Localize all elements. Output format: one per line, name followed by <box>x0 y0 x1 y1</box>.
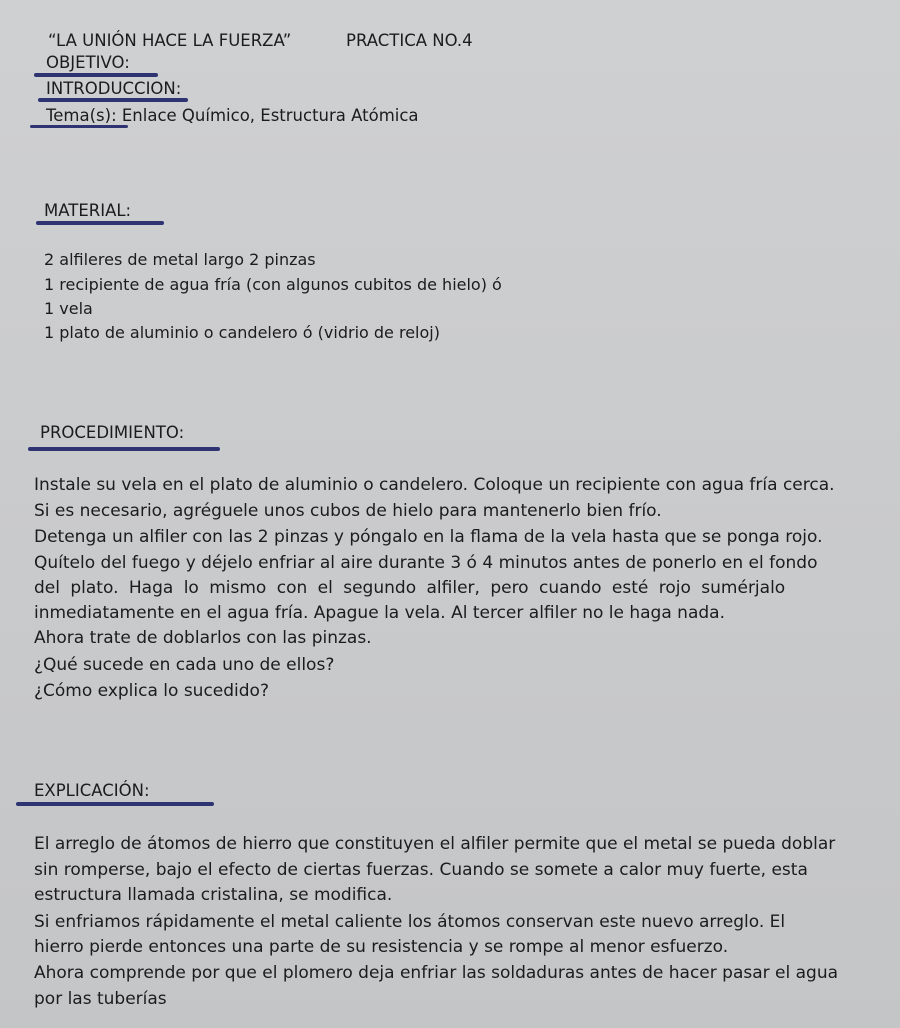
procedure-line: ¿Cómo explica lo sucedido? <box>34 681 269 701</box>
section-objetivo: OBJETIVO: <box>46 53 130 72</box>
explanation-line: sin romperse, bajo el efecto de ciertas fuerzas. Cuando se somete a calor muy fuerte, esta <box>34 860 808 880</box>
section-explicacion: EXPLICACIÓN: <box>34 781 150 800</box>
tema-underline <box>30 125 128 128</box>
material-underline <box>36 221 164 225</box>
procedimiento-underline <box>28 447 220 451</box>
motto-title: “LA UNIÓN HACE LA FUERZA” <box>48 31 292 50</box>
procedure-line: Si es necesario, agréguele unos cubos de hielo para mantenerlo bien frío. <box>34 501 662 521</box>
explanation-line: por las tuberías <box>34 989 167 1009</box>
material-item: 1 vela <box>44 299 93 318</box>
explanation-line: El arreglo de átomos de hierro que constituyen el alfiler permite que el metal se pueda doblar <box>34 834 836 854</box>
introduccion-underline <box>38 98 188 102</box>
material-item: 2 alfileres de metal largo 2 pinzas <box>44 250 316 269</box>
procedure-line: ¿Qué sucede en cada uno de ellos? <box>34 655 335 675</box>
explicacion-underline <box>16 802 214 806</box>
explanation-line: Si enfriamos rápidamente el metal caliente los átomos conservan este nuevo arreglo. El <box>34 912 786 932</box>
practice-number: PRACTICA NO.4 <box>346 31 473 50</box>
procedure-line: del plato. Haga lo mismo con el segundo alfiler, pero cuando esté rojo sumérjalo <box>34 578 786 598</box>
section-material: MATERIAL: <box>44 201 132 220</box>
procedure-line: Quítelo del fuego y déjelo enfriar al aire durante 3 ó 4 minutos antes de ponerlo en el fondo <box>34 553 818 573</box>
procedure-line: Ahora trate de doblarlos con las pinzas. <box>34 628 372 648</box>
procedure-line: inmediatamente en el agua fría. Apague la vela. Al tercer alfiler no le haga nada. <box>34 603 725 623</box>
tema-line: Tema(s): Enlace Químico, Estructura Atómica <box>46 106 419 125</box>
procedure-line: Instale su vela en el plato de aluminio o candelero. Coloque un recipiente con agua fría cerca. <box>34 475 835 495</box>
section-procedimiento: PROCEDIMIENTO: <box>40 423 185 442</box>
explanation-line: Ahora comprende por que el plomero deja enfriar las soldaduras antes de hacer pasar el agua <box>34 963 839 983</box>
material-item: 1 recipiente de agua fría (con algunos cubitos de hielo) ó <box>44 275 502 294</box>
section-introduccion: INTRODUCCION: <box>46 79 182 98</box>
material-item: 1 plato de aluminio o candelero ó (vidrio de reloj) <box>44 323 440 342</box>
objetivo-underline <box>34 73 158 77</box>
procedure-line: Detenga un alfiler con las 2 pinzas y póngalo en la flama de la vela hasta que se ponga rojo. <box>34 527 823 547</box>
explanation-line: hierro pierde entonces una parte de su resistencia y se rompe al menor esfuerzo. <box>34 937 729 957</box>
explanation-line: estructura llamada cristalina, se modifica. <box>34 885 393 905</box>
